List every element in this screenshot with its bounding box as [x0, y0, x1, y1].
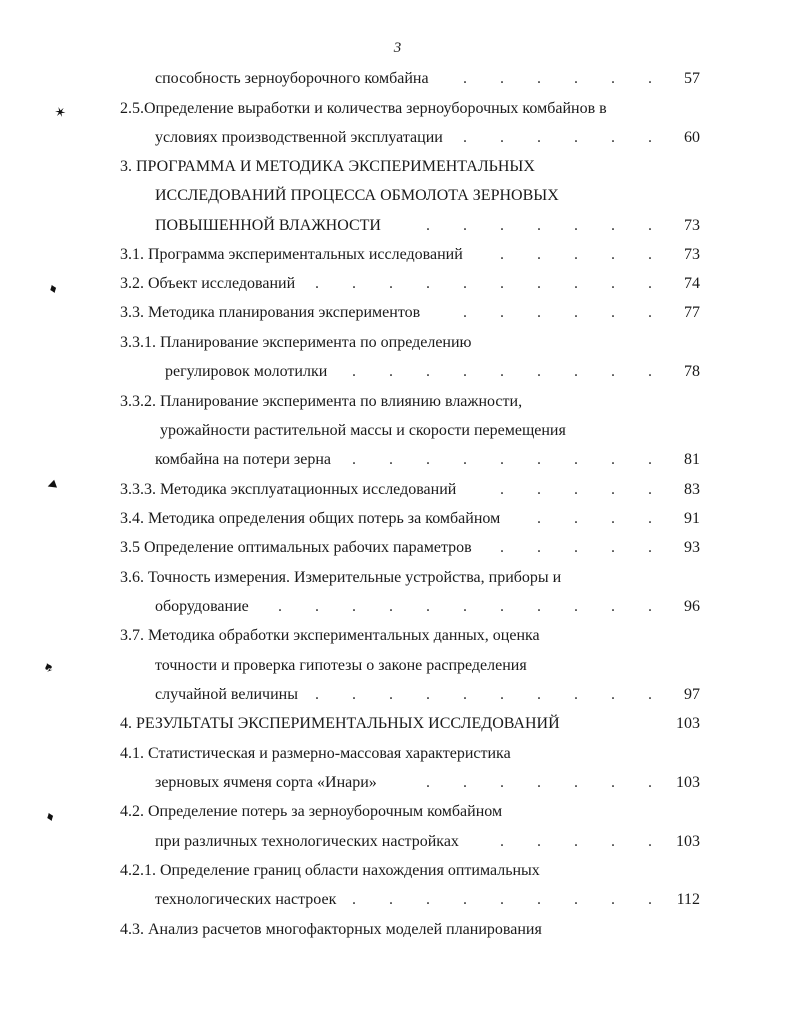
toc-entry-text: точности и проверка гипотезы о законе распределения	[155, 657, 527, 674]
toc-entry: условиях производственной эксплуатации . . . . . . 60	[155, 125, 700, 151]
toc-entry: 3.2. Объект исследований . . . . . . . . . . 74	[120, 271, 700, 297]
toc-entry-page: 112	[676, 891, 700, 908]
toc-entry-page: 103	[676, 774, 700, 791]
toc-entry-page: 91	[684, 510, 700, 527]
toc-entry-text: ПОВЫШЕННОЙ ВЛАЖНОСТИ	[155, 217, 381, 234]
toc-entry	[120, 917, 700, 943]
toc-entry-text: способность зерноуборочного комбайна	[155, 70, 429, 87]
toc-entry-text: регулировок молотилки	[165, 363, 328, 380]
toc-entry-text: 3.7. Методика обработки экспериментальных данных, оценка	[120, 627, 540, 644]
toc-entry-text: 3.3.1. Планирование эксперимента по определению	[120, 334, 472, 351]
toc-entry-page: 93	[684, 539, 700, 556]
toc-entry	[120, 96, 700, 122]
toc-entry	[120, 330, 700, 356]
toc-entry-text: 4.3. Анализ расчетов многофакторных моделей планирования	[120, 921, 542, 938]
toc-entry: случайной величины . . . . . . . . . . 97	[155, 682, 700, 708]
toc-entry-text: 4.2.1. Определение границ области нахождения оптимальных	[120, 862, 540, 879]
toc-entry-text: 3.4. Методика определения общих потерь за комбайном	[120, 510, 501, 527]
toc-entry-page: 78	[684, 363, 700, 380]
toc-entry	[155, 653, 700, 679]
toc-entry-text: технологических настроек	[155, 891, 337, 908]
toc-entry-text: 2.5.Определение выработки и количества зерноуборочных комбайнов в	[120, 100, 607, 117]
toc-entry-page: 96	[684, 598, 700, 615]
toc-entry	[120, 565, 700, 591]
toc-entry-page: 103	[676, 715, 700, 732]
toc-entry	[160, 418, 700, 444]
toc-entry: 3.3.3. Методика эксплуатационных исследований . . . . . 83	[120, 477, 700, 503]
toc-entry-text: 3.3.2. Планирование эксперимента по влиянию влажности,	[120, 393, 523, 410]
toc-entry: технологических настроек . . . . . . . . . 112	[155, 887, 700, 913]
toc-entry-text: случайной величины	[155, 686, 298, 703]
toc-entry-page: 103	[676, 833, 700, 850]
toc-entry-text: 3. ПРОГРАММА И МЕТОДИКА ЭКСПЕРИМЕНТАЛЬНЫХ	[120, 158, 535, 175]
toc-entry-text: комбайна на потери зерна	[155, 451, 332, 468]
toc-entry-text: 3.2. Объект исследований	[120, 275, 296, 292]
toc-entry-text: зерновых ячменя сорта «Инари»	[155, 774, 377, 791]
toc-entry-page: 73	[684, 246, 700, 263]
toc-entry	[120, 623, 700, 649]
toc-entry-text: 4.1. Статистическая и размерно-массовая характеристика	[120, 745, 511, 762]
toc-entry	[120, 858, 700, 884]
toc-entry-text: при различных технологических настройках	[155, 833, 459, 850]
toc-entry-text: 3.5 Определение оптимальных рабочих параметров	[120, 539, 472, 556]
page-number: 3	[393, 40, 402, 56]
toc-entry	[120, 711, 700, 737]
toc-entry: оборудование . . . . . . . . . . . 96	[155, 594, 700, 620]
toc-entry: ПОВЫШЕННОЙ ВЛАЖНОСТИ . . . . . . . 73	[155, 213, 700, 239]
margin-scan-mark: ♠	[42, 659, 55, 676]
margin-scan-mark: ♦	[44, 809, 57, 826]
toc-entry: 3.3. Методика планирования экспериментов . . . . . . 77	[120, 300, 700, 326]
toc-entry: комбайна на потери зерна . . . . . . . . . 81	[155, 447, 700, 473]
toc-entry-text: условиях производственной эксплуатации	[155, 129, 443, 146]
toc-entry-page: 81	[684, 451, 700, 468]
toc-entry: зерновых ячменя сорта «Инари» . . . . . . . 103	[155, 770, 700, 796]
toc-entry	[120, 389, 700, 415]
toc-entry-page: 73	[684, 217, 700, 234]
toc-entry-page: 60	[684, 129, 700, 146]
toc-entry: регулировок молотилки . . . . . . . . . 78	[165, 359, 700, 385]
toc-entry: 3.4. Методика определения общих потерь за комбайном . . . . 91	[120, 506, 700, 532]
margin-scan-mark: ♦	[47, 281, 60, 298]
toc-entry: 3.1. Программа экспериментальных исследований . . . . . 73	[120, 242, 700, 268]
toc-entry	[120, 741, 700, 767]
toc-entry	[120, 154, 700, 180]
toc-entry-text: 4. РЕЗУЛЬТАТЫ ЭКСПЕРИМЕНТАЛЬНЫХ ИССЛЕДОВАНИЙ	[120, 715, 560, 732]
toc-entry	[120, 799, 700, 825]
margin-scan-mark: ◄	[42, 476, 61, 495]
toc-entry: 3.5 Определение оптимальных рабочих параметров . . . . . 93	[120, 535, 700, 561]
toc-entry-text: 3.6. Точность измерения. Измерительные устройства, приборы и	[120, 569, 562, 586]
toc-entry-text: 3.3. Методика планирования экспериментов	[120, 304, 421, 321]
toc-entry-page: 57	[684, 70, 700, 87]
toc-entry-text: ИССЛЕДОВАНИЙ ПРОЦЕССА ОБМОЛОТА ЗЕРНОВЫХ	[155, 187, 559, 204]
margin-scan-mark: ✶	[52, 104, 69, 123]
toc-entry-text: 3.1. Программа экспериментальных исследований	[120, 246, 463, 263]
toc-entry: при различных технологических настройках . . . . . 103	[155, 829, 700, 855]
toc-entry-text: 3.3.3. Методика эксплуатационных исследований	[120, 481, 457, 498]
toc-entry-text: оборудование	[155, 598, 249, 615]
toc-entry-text: урожайности растительной массы и скорости перемещения	[160, 422, 566, 439]
toc-entry-text: 4.2. Определение потерь за зерноуборочным комбайном	[120, 803, 503, 820]
toc-entry-page: 74	[684, 275, 700, 292]
toc-entry-page: 97	[684, 686, 700, 703]
toc-entry-page: 83	[684, 481, 700, 498]
toc-entry-page: 77	[684, 304, 700, 321]
toc-entry: способность зерноуборочного комбайна . . . . . . 57	[155, 66, 700, 92]
toc-entry	[155, 183, 700, 209]
